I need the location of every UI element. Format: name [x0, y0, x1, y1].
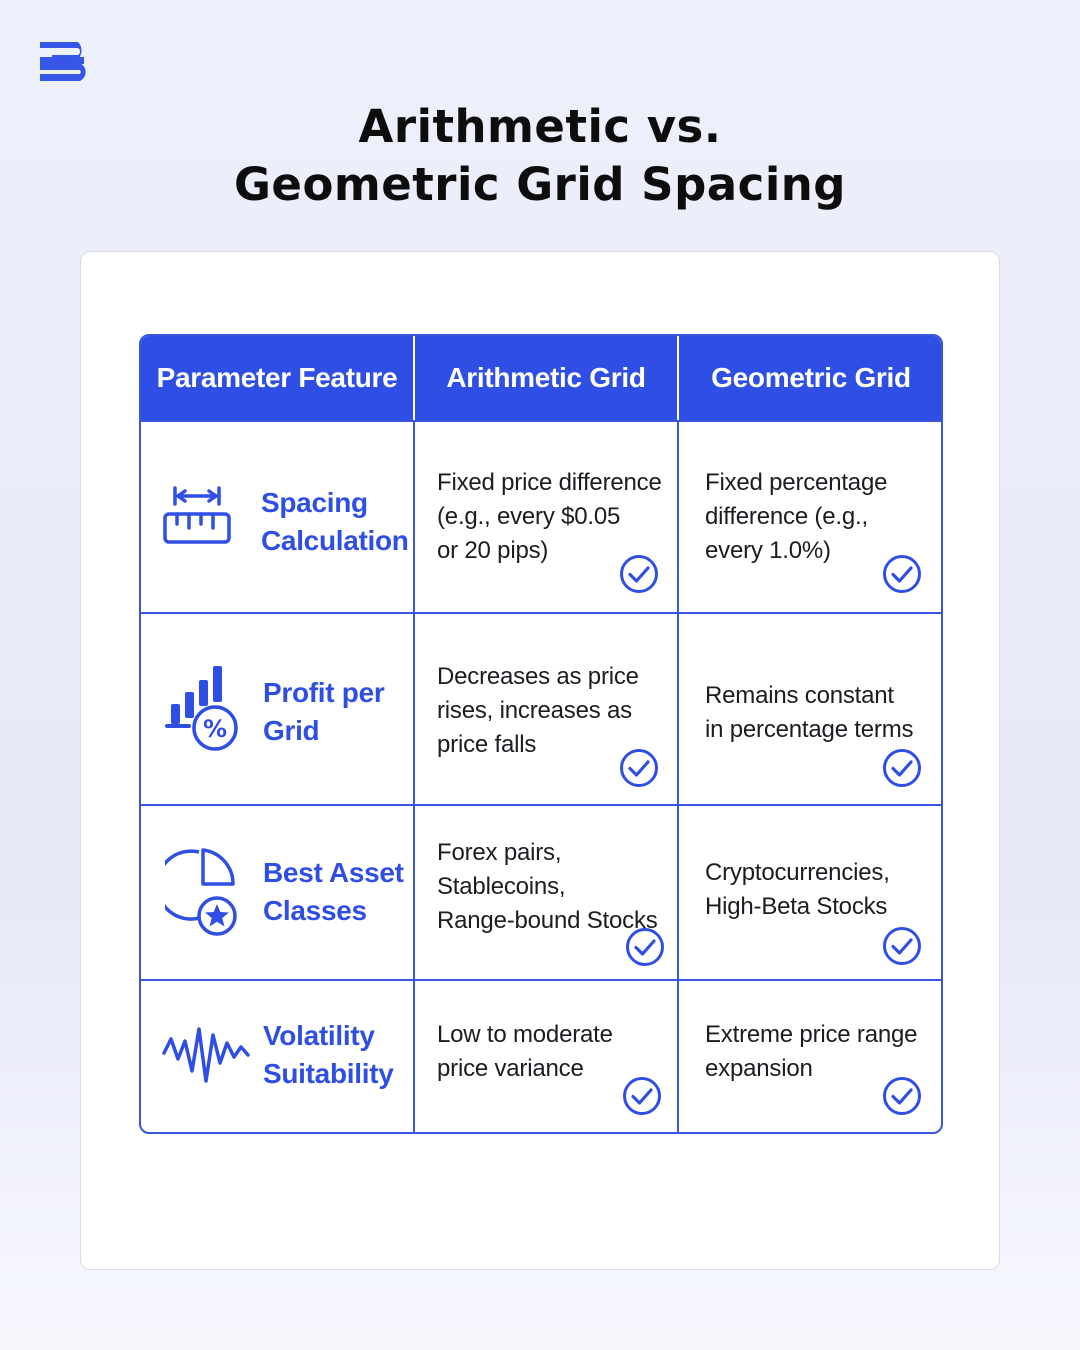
cell-line: price falls: [437, 731, 537, 758]
check-circle-icon: [882, 748, 922, 788]
column-divider: [677, 420, 679, 1132]
cell-line: in percentage terms: [705, 716, 914, 743]
title-line-2: Geometric Grid Spacing: [233, 158, 847, 211]
cell-geometric-profit: [705, 679, 913, 747]
cell-line: difference (e.g.,: [705, 503, 868, 530]
header-parameter-feature: Parameter Feature: [141, 336, 413, 420]
check-circle-icon: [622, 1076, 662, 1116]
cell-line: Fixed price difference: [437, 469, 662, 496]
cell-line: expansion: [705, 1055, 813, 1082]
cell-geometric-spacing: [705, 466, 887, 568]
cell-line: or 20 pips): [437, 537, 549, 564]
cell-line: Remains constant: [705, 682, 894, 709]
waveform-icon: [161, 1019, 251, 1089]
feature-label-line: Volatility: [263, 1020, 375, 1051]
header-divider: [677, 336, 679, 420]
feature-label-line: Calculation: [261, 525, 409, 556]
check-circle-icon: [625, 927, 665, 967]
check-circle-icon: [882, 1076, 922, 1116]
cell-line: Fixed percentage: [705, 469, 888, 496]
cell-line: Forex pairs,: [437, 839, 562, 866]
cell-line: price variance: [437, 1055, 584, 1082]
feature-label-line: Spacing: [261, 487, 368, 518]
column-divider: [413, 420, 415, 1132]
bar-chart-percent-icon: [163, 662, 243, 754]
header-geometric-grid: Geometric Grid: [679, 336, 943, 420]
title-line-1: Arithmetic vs.: [358, 100, 722, 153]
row-best-asset-classes: [141, 806, 413, 979]
check-circle-icon: [882, 926, 922, 966]
feature-label-line: Best Asset: [263, 857, 404, 888]
svg-text:%: %: [202, 715, 228, 743]
cell-arithmetic-profit: [437, 660, 639, 762]
cell-arithmetic-volatility: [437, 1018, 613, 1086]
feature-label-line: Suitability: [263, 1058, 394, 1089]
page-title: [0, 98, 1080, 214]
cell-arithmetic-assets: [437, 836, 658, 938]
header-divider: [413, 336, 415, 420]
feature-label-line: Profit per: [263, 677, 385, 708]
brand-logo-icon: [38, 40, 92, 82]
comparison-table: [139, 334, 943, 1134]
feature-label-line: Grid: [263, 715, 320, 746]
check-circle-icon: [619, 554, 659, 594]
cell-line: rises, increases as: [437, 697, 632, 724]
cell-line: High-Beta Stocks: [705, 893, 888, 920]
cell-line: Cryptocurrencies,: [705, 859, 890, 886]
cell-arithmetic-spacing: [437, 466, 662, 568]
check-circle-icon: [882, 554, 922, 594]
cell-line: (e.g., every $0.05: [437, 503, 621, 530]
row-volatility-suitability: [141, 981, 413, 1134]
row-profit-per-grid: [141, 614, 413, 804]
feature-label-line: Classes: [263, 895, 367, 926]
ruler-spacing-icon: [161, 482, 233, 548]
cell-line: Decreases as price: [437, 663, 639, 690]
cell-line: Extreme price range: [705, 1021, 918, 1048]
row-spacing-calculation: [141, 422, 413, 612]
cell-line: Low to moderate: [437, 1021, 613, 1048]
check-circle-icon: [619, 748, 659, 788]
pie-chart-star-icon: [165, 844, 243, 940]
cell-line: Stablecoins,: [437, 873, 566, 900]
cell-geometric-assets: [705, 856, 890, 924]
cell-line: Range-bound Stocks: [437, 907, 658, 934]
header-arithmetic-grid: Arithmetic Grid: [415, 336, 677, 420]
cell-line: every 1.0%): [705, 537, 831, 564]
